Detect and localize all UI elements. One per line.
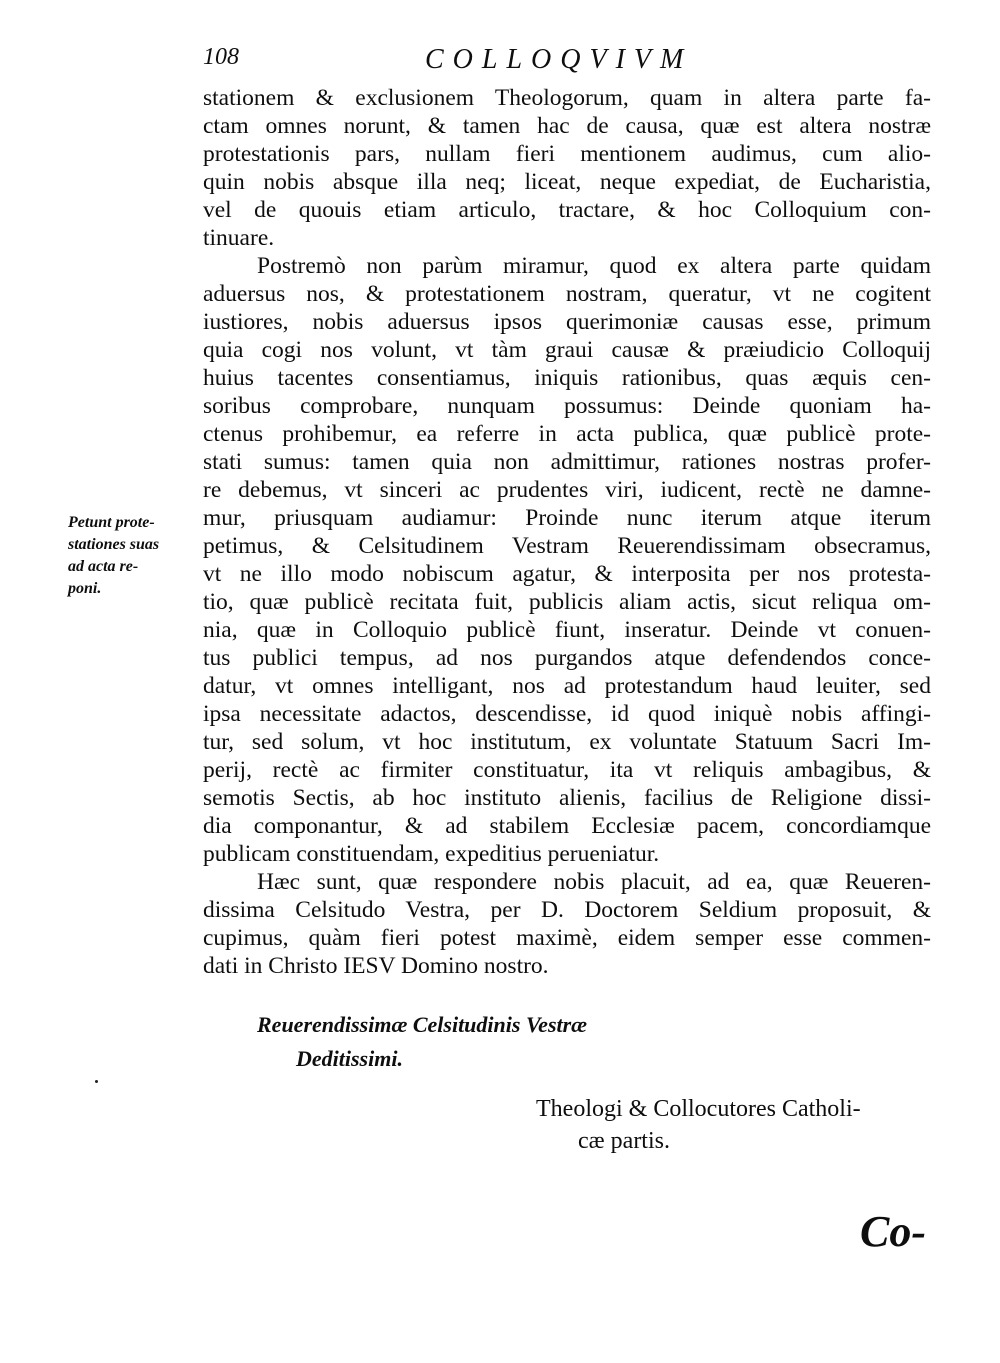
text-line: stati sumus: tamen quia non admittimur, rationes nostras profer- — [203, 449, 931, 475]
text-line: Hæc sunt, quæ respondere nobis placuit, ad ea, quæ Reueren- — [257, 869, 931, 895]
main-text-block — [203, 84, 931, 980]
text-line: tio, quæ publicè recitata fuit, publicis aliam actis, sicut reliqua om- — [203, 589, 931, 615]
text-line: quia cogi nos volunt, vt tàm graui causæ & præiudicio Colloquij — [203, 337, 931, 363]
page-number: 108 — [203, 44, 239, 70]
text-line: petimus, & Celsitudinem Vestram Reuerendissimam obsecramus, — [203, 533, 931, 559]
text-line: mur, priusquam audiamur: Proinde nunc iterum atque iterum — [203, 505, 931, 531]
text-line: iustiores, nobis aduersus ipsos querimoniæ causas esse, primum — [203, 309, 931, 335]
text-line: nia, quæ in Colloquio publicè fiunt, inseratur. Deinde vt conuen- — [203, 617, 931, 643]
text-line: tinuare. — [203, 225, 275, 251]
marginal-note-line: ad acta re- — [68, 558, 139, 575]
text-line: dia componantur, & ad stabilem Ecclesiæ pacem, concordiamque — [203, 813, 931, 839]
catchword: Co- — [860, 1207, 926, 1256]
marginal-note-line: poni. — [68, 580, 102, 597]
text-line: ipsa necessitate adactos, descendisse, id quod iniquè nobis affingi- — [203, 701, 931, 727]
text-line: quin nobis absque illa neq; liceat, neque expediat, de Eucharistia, — [203, 169, 931, 195]
text-line: vel de quouis etiam articulo, tractare, & hoc Colloquium con- — [203, 197, 931, 223]
text-line: ctam omnes norunt, & tamen hac de causa, quæ est altera nostræ — [203, 113, 931, 139]
closing-deditissimi: Deditissimi. — [296, 1046, 403, 1071]
text-line: datur, vt omnes intelligant, nos ad protestandum haud leuiter, sed — [203, 673, 931, 699]
text-line: perij, rectè ac firmiter constituatur, ita vt reliquis ambagibus, & — [203, 757, 931, 783]
text-line: cupimus, quàm fieri potest maximè, eidem semper esse commen- — [203, 925, 931, 951]
text-line: ctenus prohibemur, ea referre in acta publica, quæ publicè prote- — [203, 421, 931, 447]
text-line: tus publici tempus, ad nos purgandos atque defendendos conce- — [203, 645, 931, 671]
text-line: huius tacentes consentiamus, iniquis rationibus, quas æquis cen- — [203, 365, 931, 391]
closing-salutation: Reuerendissimæ Celsitudinis Vestræ — [257, 1012, 588, 1037]
marginal-note-line: Petunt prote- — [68, 514, 155, 531]
text-line: tur, sed solum, vt hoc institutum, ex voluntate Statuum Sacri Im- — [203, 729, 931, 755]
text-line: stationem & exclusionem Theologorum, quam in altera parte fa- — [203, 85, 931, 111]
text-line: dati in Christo IESV Domino nostro. — [203, 953, 549, 979]
text-line: vt ne illo modo nobiscum agatur, & interposita per nos protesta- — [203, 561, 931, 587]
marginal-note — [68, 512, 198, 600]
ink-speck — [95, 1080, 98, 1083]
signature-line: Theologi & Collocutores Catholi- — [536, 1096, 861, 1122]
text-line: semotis Sectis, ab hoc instituto alienis, facilius de Religione dissi- — [203, 785, 931, 811]
text-line: soribus comprobare, nunquam possumus: Deinde quoniam ha- — [203, 393, 931, 419]
text-line: aduersus nos, & protestationem nostram, queratur, vt ne cogitent — [203, 281, 931, 307]
text-line: dissima Celsitudo Vestra, per D. Doctorem Seldium proposuit, & — [203, 897, 931, 923]
text-line: publicam constituendam, expeditius perueniatur. — [203, 841, 660, 867]
text-line: re debemus, vt sinceri ac prudentes viri, iudicent, rectè ne damne- — [203, 477, 931, 503]
text-line: protestationis pars, nullam fieri mentionem audimus, cum alio- — [203, 141, 931, 167]
signature-line: cæ partis. — [578, 1128, 670, 1154]
running-head: COLLOQVIVM — [425, 44, 693, 75]
marginal-note-line: stationes suas — [68, 536, 160, 553]
text-line: Postremò non parùm miramur, quod ex altera parte quidam — [257, 253, 931, 279]
